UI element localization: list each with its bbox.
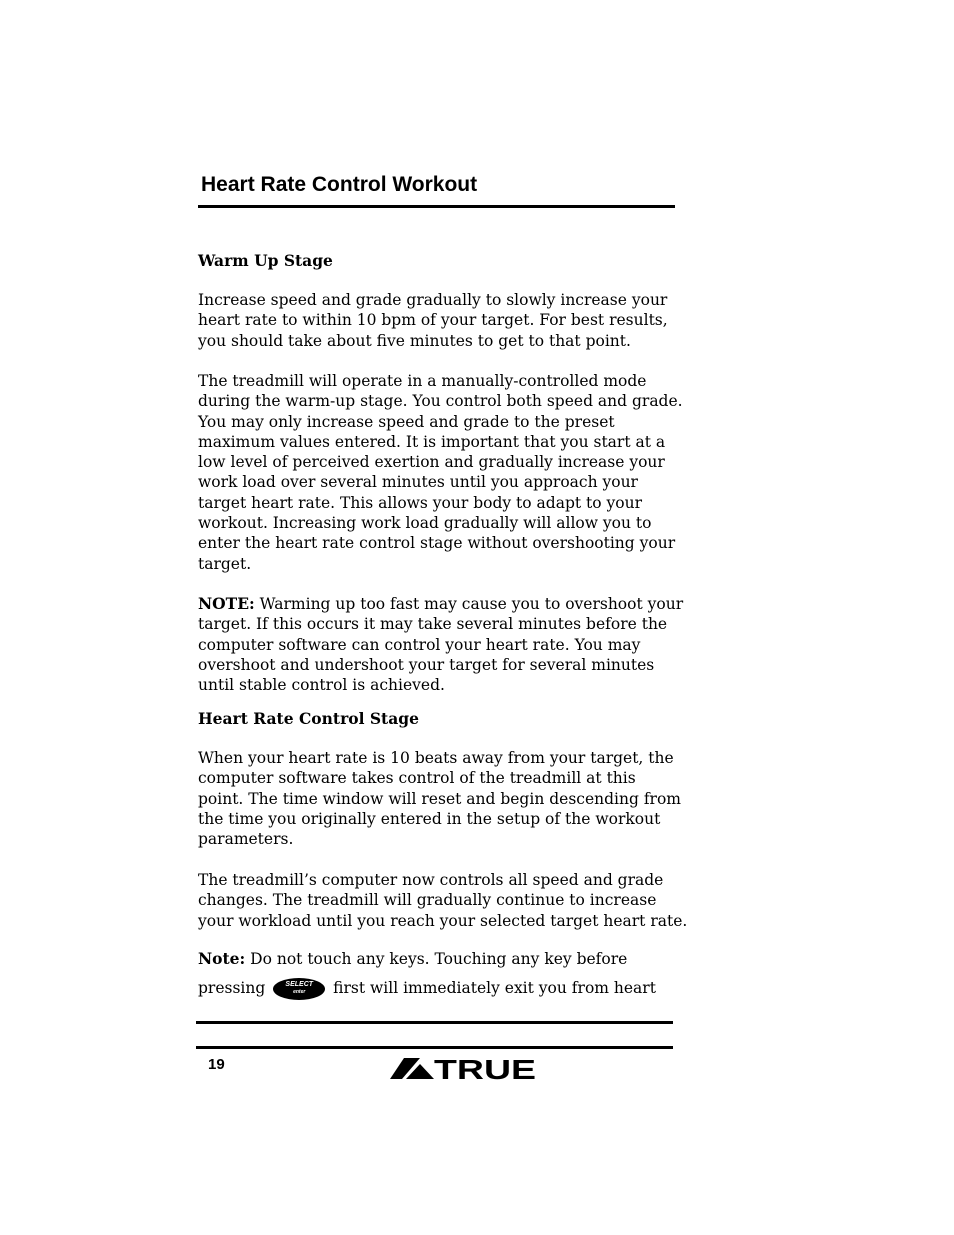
note-2-continued — [198, 978, 656, 1000]
text-line: overshoot and undershoot your target for several minutes — [198, 655, 655, 674]
text-line: The treadmill will operate in a manually-controlled mode — [198, 372, 647, 390]
text-line: point. The time window will reset and begin descending from — [198, 789, 681, 808]
text-line: parameters. — [198, 830, 294, 849]
true-logo — [390, 1056, 538, 1080]
logo-text: TRUE — [434, 1056, 536, 1080]
text-line: target heart rate. This allows your body to adapt to your — [198, 493, 642, 512]
text-line: Do not touch any keys. Touching any key before — [245, 950, 628, 968]
paragraph-1 — [198, 290, 668, 351]
text-line: enter the heart rate control stage without overshooting your — [198, 534, 676, 553]
text-line: target. — [198, 554, 252, 573]
text-line: the time you originally entered in the setup of the workout — [198, 809, 661, 828]
text-line: heart rate to within 10 bpm of your target. For best results, — [198, 311, 668, 330]
note-1 — [198, 594, 683, 695]
footer-rule-bottom — [196, 1046, 673, 1049]
note-label: Note: — [198, 949, 246, 968]
text-line: workout. Increasing work load gradually will allow you to — [198, 514, 652, 533]
text-line: maximum values entered. It is important that you start at a — [198, 432, 666, 451]
warmup-heading: Warm Up Stage — [198, 251, 333, 270]
text-line: The treadmill’s computer now controls all speed and grade — [198, 871, 664, 889]
text-line: computer software takes control of the treadmill at this — [198, 769, 636, 788]
text-line: until stable control is achieved. — [198, 676, 445, 695]
text-line: Warming up too fast may cause you to overshoot your — [254, 595, 684, 613]
text-line: your workload until you reach your selected target heart rate. — [198, 911, 688, 930]
text-line: You may only increase speed and grade to the preset — [198, 412, 615, 431]
text-line: pressing — [198, 979, 266, 997]
text-line: during the warm-up stage. You control both speed and grade. — [198, 392, 683, 411]
select-key-icon: SELECT enter — [273, 978, 325, 1000]
text-line: work load over several minutes until you approach your — [198, 473, 638, 492]
title-rule — [198, 205, 675, 208]
hrc-heading: Heart Rate Control Stage — [198, 709, 419, 728]
text-line: target. If this occurs it may take several minutes before the — [198, 615, 668, 634]
text-line: changes. The treadmill will gradually continue to increase — [198, 891, 657, 910]
paragraph-4 — [198, 870, 687, 931]
text-line: When your heart rate is 10 beats away from your target, the — [198, 749, 674, 767]
text-line: Increase speed and grade gradually to slowly increase your — [198, 291, 668, 309]
text-line: first will immediately exit you from heart — [333, 979, 656, 997]
paragraph-2 — [198, 371, 683, 574]
text-line: computer software can control your heart rate. You may — [198, 635, 641, 654]
text-line: you should take about five minutes to get to that point. — [198, 331, 631, 350]
note-label: NOTE: — [198, 594, 255, 613]
note-2 — [198, 949, 627, 969]
page-number: 19 — [208, 1056, 225, 1073]
text-line: low level of perceived exertion and gradually increase your — [198, 453, 665, 472]
page-title: Heart Rate Control Workout — [201, 173, 478, 196]
footer-rule-top — [196, 1021, 673, 1024]
paragraph-3 — [198, 748, 681, 849]
